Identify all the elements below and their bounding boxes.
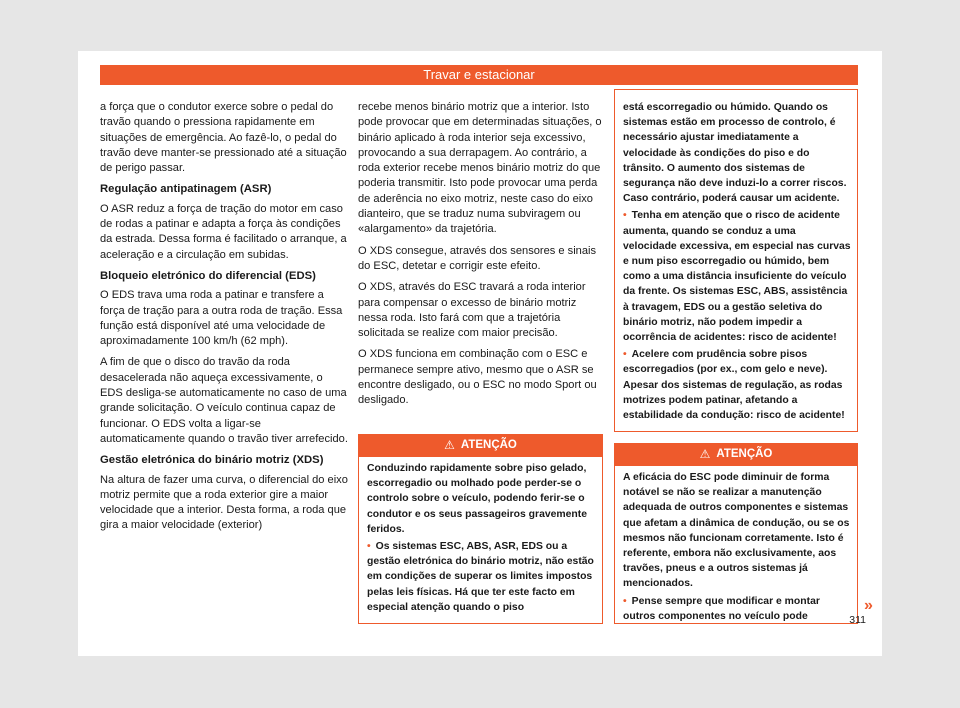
- warning-bullet: • Acelere com prudência sobre pisos escorregadios (por ex., com gelo e neve). Apesar dos sistemas de regulação, as rodas motrizes podem patinar, afetando a estabilidade da condução: risco de acidente!: [623, 347, 851, 423]
- text-column-2: [358, 100, 603, 415]
- warning-paragraph: está escorregadio ou húmido. Quando os sistemas estão em processo de controlo, é necessário ajustar imediatamente a velocidade às condições do piso e do trânsito. O aumento dos sistemas de segurança não deve induzi-lo a correr riscos. Caso contrário, poderá causar um acidente.: [623, 102, 847, 205]
- warning-box-body: [615, 466, 857, 624]
- paragraph: O XDS consegue, através dos sensores e sinais do ESC, detetar e corrigir este efeito.: [358, 244, 597, 272]
- warning-box: [358, 434, 603, 624]
- warning-box-header: [359, 435, 602, 457]
- section-heading-eds: Bloqueio eletrónico do diferencial (EDS): [100, 269, 316, 282]
- warning-box-continued: [614, 89, 858, 432]
- warning-box-header: [615, 444, 857, 466]
- paragraph: a força que o condutor exerce sobre o pedal do travão quando o pressiona rapidamente em situações de emergência. Ao fazê-lo, o pedal do travão deve manter-se pressionado até a situação de perigo passar.: [100, 101, 347, 175]
- section-heading-asr: Regulação antipatinagem (ASR): [100, 183, 272, 196]
- warning-bullet: • Os sistemas ESC, ABS, ASR, EDS ou a gestão eletrónica do binário motriz, não estão em condições de superar os limites impostos pelas leis físicas. Há que ter este facto em especial atenção quando o piso: [367, 539, 596, 615]
- paragraph: O ASR reduz a força de tração do motor em caso de rodas a patinar e adapta a força às condições da estrada. Dessa forma é facilitado o arranque, a aceleração e a circulação em subidas.: [100, 202, 347, 261]
- warning-bullet: • Pense sempre que modificar e montar outros componentes no veículo pode: [623, 594, 851, 624]
- warning-box: [614, 443, 858, 624]
- page-number: 311: [849, 614, 866, 626]
- paragraph: O XDS, através do ESC travará a roda interior para compensar o excesso de binário motriz nessa roda. Isto fará com que a trajetória solicitada se realize com maior precisão.: [358, 281, 586, 340]
- warning-title: ATENÇÃO: [460, 439, 517, 452]
- paragraph: recebe menos binário motriz que a interior. Isto pode provocar que em determinadas situações, o binário aplicado à roda interior seja excessivo, provocando a sua derrapagem. Ao contrário, a roda exterior recebe menos binário motriz do que poderia transmitir. Isto pode provocar uma perda de aderência no eixo motriz, neste caso do eixo dianteiro, que se traduz numa subviragem ou «alargamento» da trajetória.: [358, 101, 602, 236]
- paragraph: O XDS funciona em combinação com o ESC e permanece sempre ativo, mesmo que o ASR se encontre desligado, ou o ESC no modo Sport ou desligado.: [358, 348, 597, 407]
- chapter-header: Travar e estacionar: [100, 65, 858, 85]
- continue-mark: »: [864, 597, 873, 614]
- warning-box-body: [615, 90, 857, 423]
- warning-title: ATENÇÃO: [716, 448, 773, 461]
- warning-triangle-icon: ⚠: [699, 447, 711, 462]
- paragraph: O EDS trava uma roda a patinar e transfere a força de tração para a outra roda de tração. Essa função está disponível até uma velocidade de aproximadamente 100 km/h (62 mph).: [100, 289, 343, 348]
- warning-box-body: [359, 457, 602, 615]
- warning-triangle-icon: ⚠: [444, 438, 455, 453]
- warning-paragraph: Conduzindo rapidamente sobre piso gelado, escorregadio ou molhado pode perder-se o controlo sobre o veículo, podendo ferir-se o condutor e os seus passageiros gravemente feridos.: [367, 463, 588, 535]
- text-column-1: [100, 100, 348, 540]
- warning-bullet: • Tenha em atenção que o risco de acidente aumenta, quando se conduz a uma velocidade excessiva, em especial nas curvas e num piso escorregadio ou húmido, bem como a uma distância insuficiente do veículo da frente. Os sistemas ESC, ABS, assistência à travagem, EDS ou a gestão seletiva do binário motriz, não podem impedir a ocorrência de acidentes: risco de acidente!: [623, 208, 851, 345]
- paragraph: Na altura de fazer uma curva, o diferencial do eixo motriz permite que a roda exterior gire a maior velocidade que a interior. Desta forma, a roda que gira a maior velocidade (exterior): [100, 473, 348, 532]
- section-heading-xds: Gestão eletrónica do binário motriz (XDS): [100, 454, 324, 467]
- warning-paragraph: A eficácia do ESC pode diminuir de forma notável se não se realizar a manutenção adequada de outros componentes e sistemas que afetam a dinâmica de condução, ou se os mesmos não funcionam corretamente. Isto é referente, embora não exclusivamente, aos travões, pneus e a outros sistemas já mencionados.: [623, 472, 850, 590]
- paragraph: A fim de que o disco do travão da roda desacelerada não aqueça excessivamente, o EDS desliga-se automaticamente no caso de uma grande solicitação. O veículo continua capaz de funcionar. O EDS volta a ligar-se automaticamente quando o travão tiver arrefecido.: [100, 356, 348, 445]
